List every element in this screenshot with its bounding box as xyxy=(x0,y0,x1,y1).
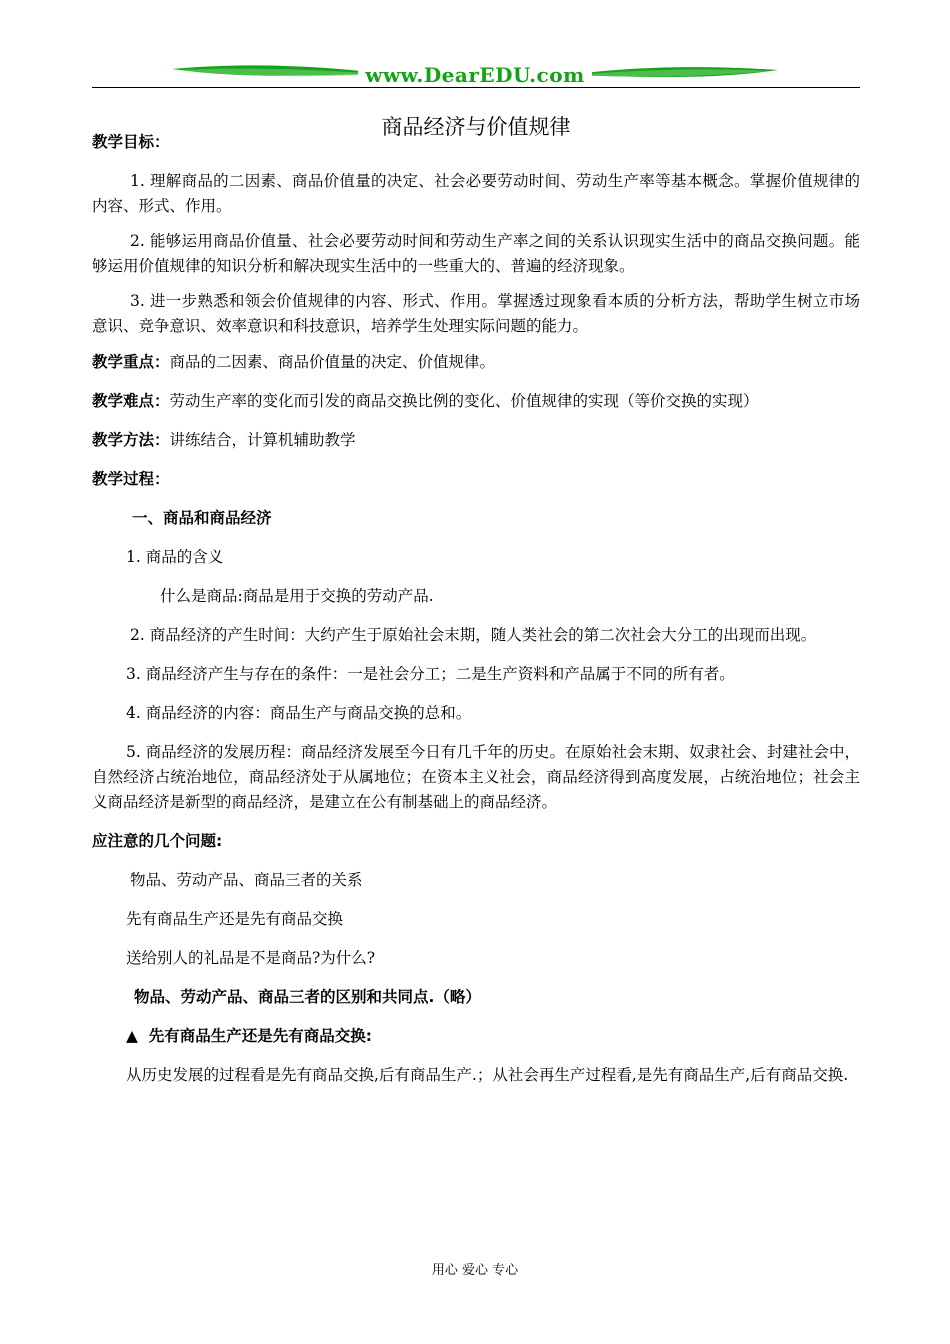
process-heading: 教学过程： xyxy=(92,470,170,488)
difficulties-label: 教学难点： xyxy=(92,392,170,410)
question-3: 送给别人的礼品是不是商品?为什么? xyxy=(126,949,376,967)
objective-1: 1. 理解商品的二因素、商品价值量的决定、社会必要劳动时间、劳动生产率等基本概念。掌握价值规律的内容、形式、作用。 xyxy=(92,172,860,215)
key-points xyxy=(92,350,860,375)
answer-paragraph: 从历史发展的过程看是先有商品交换,后有商品生产.；从社会再生产过程看,是先有商品生产,后有商品交换. xyxy=(126,1066,849,1084)
item-1-text: 什么是商品:商品是用于交换的劳动产品. xyxy=(160,587,434,605)
header-banner xyxy=(170,62,780,90)
header-divider xyxy=(92,87,860,88)
question-1: 物品、劳动产品、商品三者的关系 xyxy=(130,871,363,889)
question-2: 先有商品生产还是先有商品交换 xyxy=(126,910,344,928)
section-1-heading: 一、商品和商品经济 xyxy=(132,509,272,527)
triangle-icon: ▲ xyxy=(126,1027,138,1045)
bold-point-2 xyxy=(92,1024,860,1049)
document-body xyxy=(92,128,860,1088)
objectives-heading: 教学目标： xyxy=(92,133,170,151)
difficulties-text: 劳动生产率的变化而引发的商品交换比例的变化、价值规律的实现（等价交换的实现） xyxy=(169,392,759,410)
bold-point-2-text: 先有商品生产还是先有商品交换: xyxy=(148,1027,372,1045)
site-url[interactable]: www.DearEDU.com xyxy=(358,62,592,88)
method-text: 讲练结合，计算机辅助教学 xyxy=(169,431,356,449)
method-label: 教学方法： xyxy=(92,431,170,449)
method xyxy=(92,428,860,453)
difficulties xyxy=(92,389,860,414)
notes-heading: 应注意的几个问题: xyxy=(92,832,223,850)
objective-3: 3. 进一步熟悉和领会价值规律的内容、形式、作用。掌握透过现象看本质的分析方法，帮助学生树立市场意识、竞争意识、效率意识和科技意识，培养学生处理实际问题的能力。 xyxy=(92,292,860,335)
key-points-text: 商品的二因素、商品价值量的决定、价值规律。 xyxy=(169,353,496,371)
objective-2: 2. 能够运用商品价值量、社会必要劳动时间和劳动生产率之间的关系认识现实生活中的商品交换问题。能够运用价值规律的知识分析和解决现实生活中的一些重大的、普遍的经济现象。 xyxy=(92,232,860,275)
key-points-label: 教学重点： xyxy=(92,353,170,371)
page-footer: 用心 爱心 专心 xyxy=(431,1263,519,1278)
item-5: 5. 商品经济的发展历程：商品经济发展至今日有几千年的历史。在原始社会末期、奴隶社会、封建社会中，自然经济占统治地位，商品经济处于从属地位；在资本主义社会，商品经济得到高度发展，占统治地位；社会主义商品经济是新型的商品经济，是建立在公有制基础上的商品经济。 xyxy=(92,743,860,811)
item-3: 3. 商品经济产生与存在的条件：一是社会分工；二是生产资料和产品属于不同的所有者。 xyxy=(126,665,735,683)
document-title: 商品经济与价值规律 xyxy=(381,115,571,140)
item-2: 2. 商品经济的产生时间：大约产生于原始社会末期，随人类社会的第二次社会大分工的出现而出现。 xyxy=(130,626,817,644)
item-1-label: 1. 商品的含义 xyxy=(126,548,224,566)
item-4: 4. 商品经济的内容：商品生产与商品交换的总和。 xyxy=(126,704,472,722)
bold-point-1: 物品、劳动产品、商品三者的区别和共同点.（略） xyxy=(134,988,481,1006)
